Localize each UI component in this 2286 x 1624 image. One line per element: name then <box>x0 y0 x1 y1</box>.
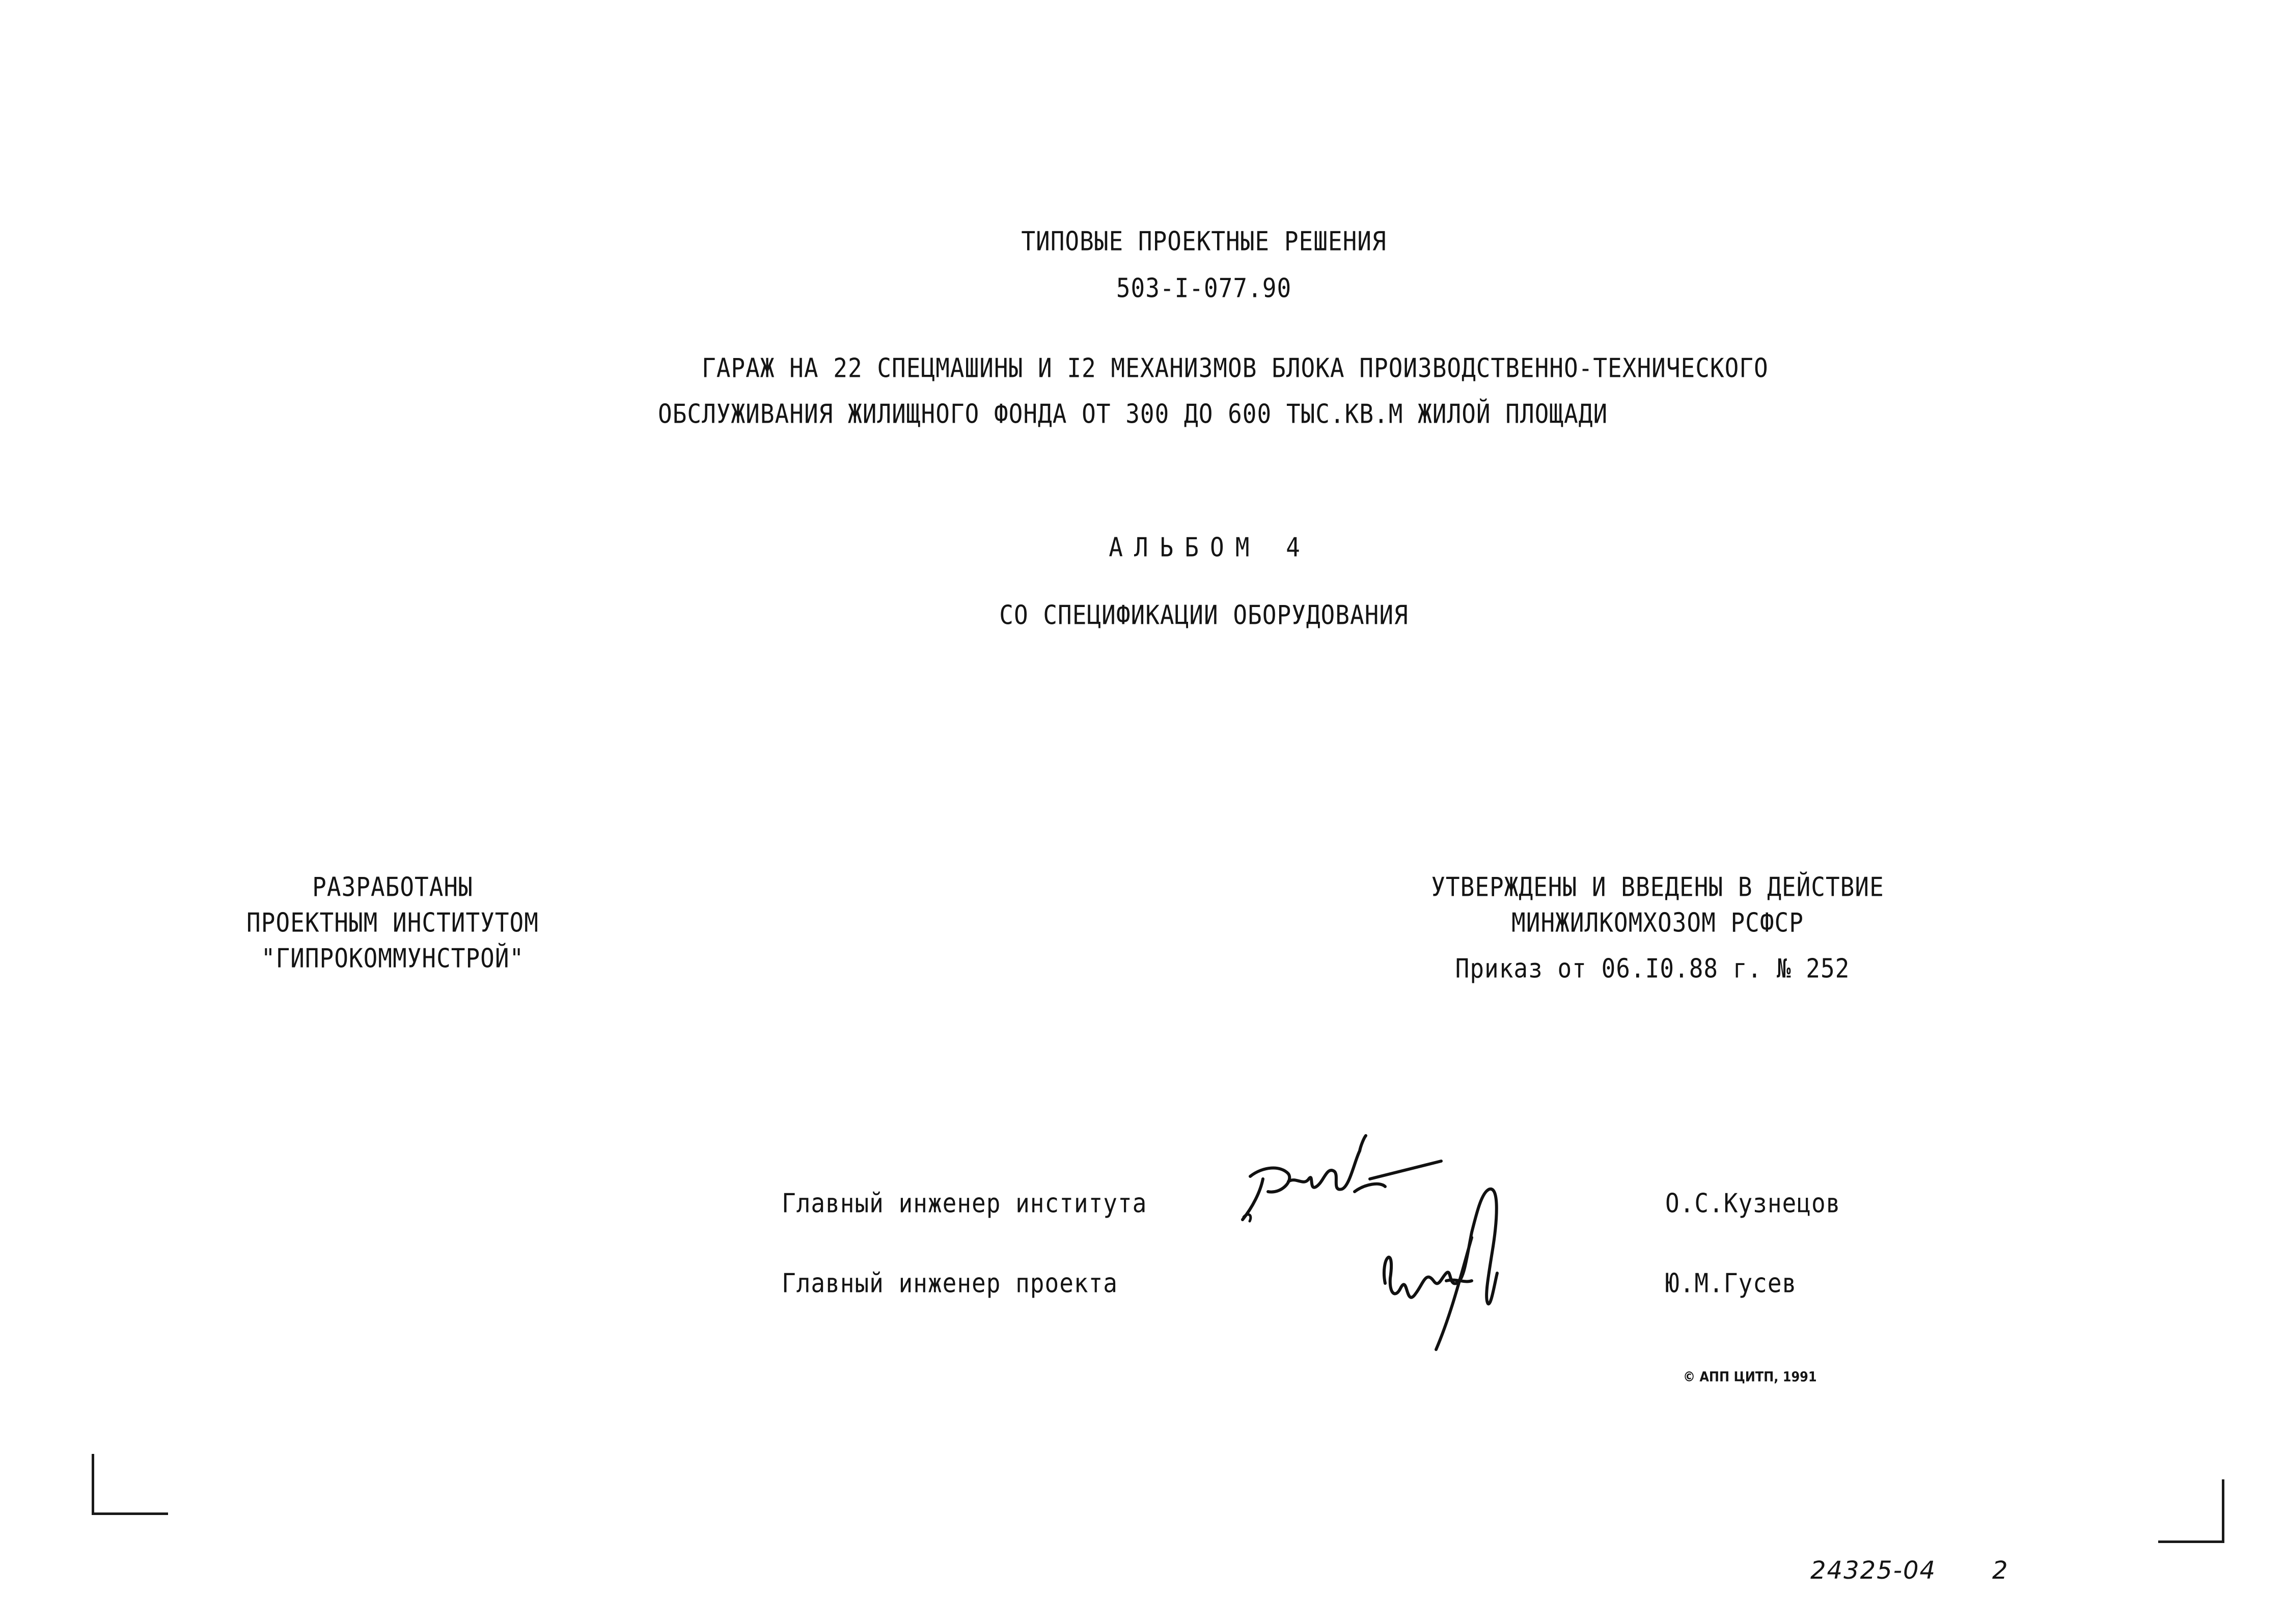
corner-mark-right-horizontal <box>2158 1540 2224 1543</box>
project-title-line-2: ОБСЛУЖИВАНИЯ ЖИЛИЩНОГО ФОНДА ОТ 300 ДО 600 ТЫС.КВ.М ЖИЛОЙ ПЛОЩАДИ <box>658 398 1608 429</box>
project-title-line-1: ГАРАЖ НА 22 СПЕЦМАШИНЫ И I2 МЕХАНИЗМОВ БЛОКА ПРОИЗВОДСТВЕННО-ТЕХНИЧЕСКОГО <box>702 352 1769 383</box>
album-subtitle: СО СПЕЦИФИКАЦИИ ОБОРУДОВАНИЯ <box>999 599 1409 630</box>
signature-name-gusev: Ю.М.Гусев <box>1665 1268 1797 1299</box>
corner-mark-left-vertical <box>92 1454 94 1515</box>
signature-role-chief-project: Главный инженер проекта <box>782 1268 1118 1299</box>
signature-role-chief-institute: Главный инженер института <box>782 1188 1147 1219</box>
signature-name-kuznetsov: О.С.Кузнецов <box>1665 1188 1841 1219</box>
signature-gusev <box>1375 1181 1528 1355</box>
corner-mark-left-horizontal <box>92 1512 168 1515</box>
document-code: 503-I-077.90 <box>1116 272 1292 304</box>
approval-order: Приказ от 06.I0.88 г. № 252 <box>1455 953 1850 984</box>
approval-line-2: МИНЖИЛКОМХОЗОМ РСФСР <box>1511 907 1804 938</box>
album-label: АЛЬБОМ 4 <box>1109 532 1311 563</box>
series-title: ТИПОВЫЕ ПРОЕКТНЫЕ РЕШЕНИЯ <box>1021 226 1387 257</box>
developer-line-2: ПРОЕКТНЫМ ИНСТИТУТОМ <box>246 907 539 938</box>
document-number: 24325-04 <box>1810 1556 1937 1585</box>
copyright-notice: © АПП ЦИТП, 1991 <box>1683 1368 1817 1385</box>
approval-line-1: УТВЕРЖДЕНЫ И ВВЕДЕНЫ В ДЕЙСТВИЕ <box>1431 871 1884 902</box>
corner-mark-right-vertical <box>2222 1479 2224 1543</box>
developer-line-3: "ГИПРОКОММУНСТРОЙ" <box>261 943 525 974</box>
page-number: 2 <box>1992 1556 2009 1585</box>
developer-line-1: РАЗРАБОТАНЫ <box>312 871 473 902</box>
